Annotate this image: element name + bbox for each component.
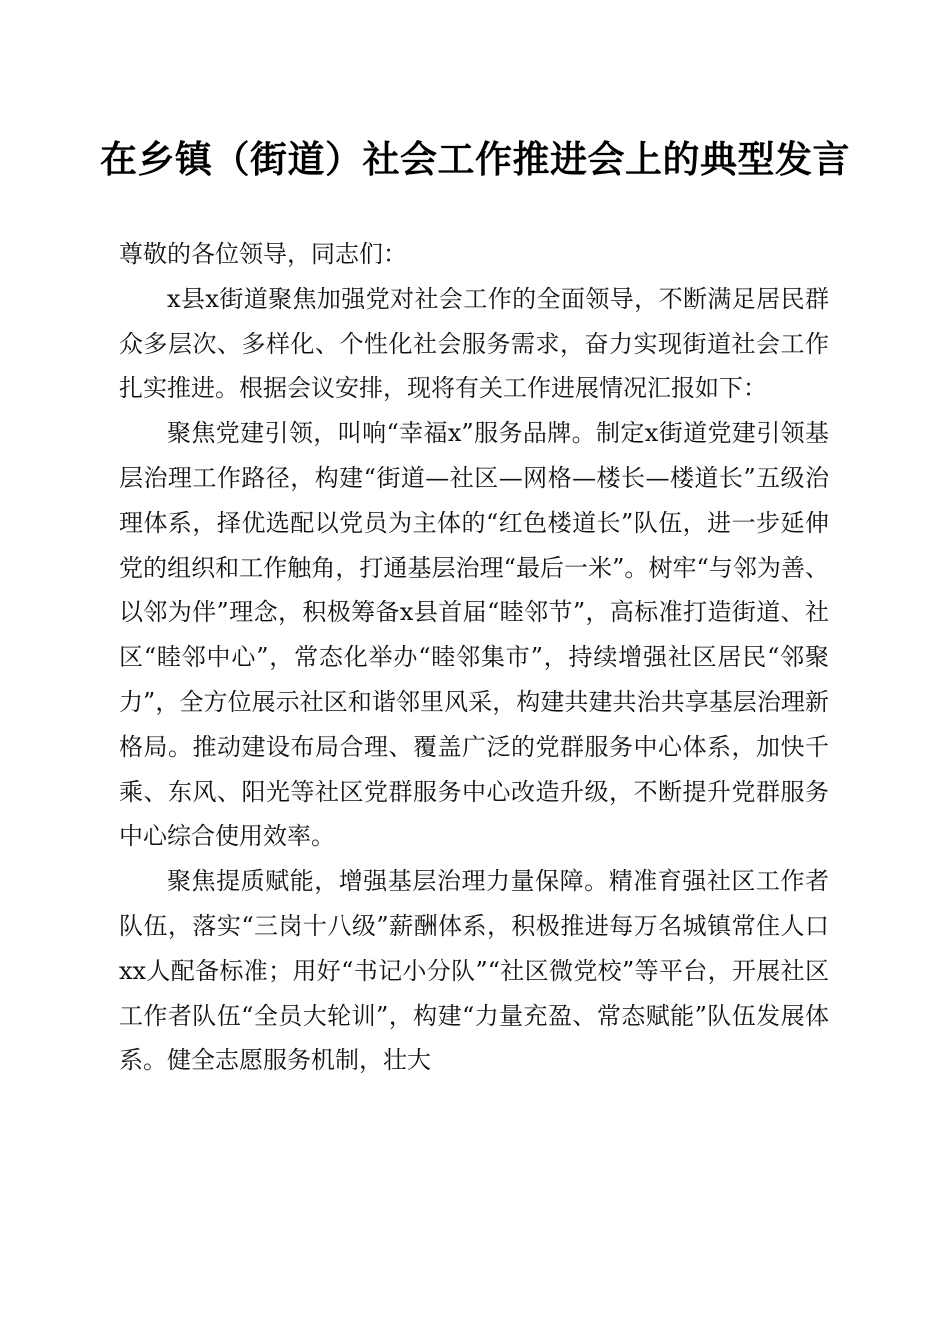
document-body — [119, 232, 829, 1083]
document-title: 在乡镇（街道）社会工作推进会上的典型发言 — [100, 137, 850, 181]
paragraph-empowerment: 聚焦提质赋能，增强基层治理力量保障。精准育强社区工作者队伍，落实“三岗十八级”薪酬体系，积极推进每万名城镇常住人口xx人配备标准；用好“书记小分队”“社区微党校”等平台，开展社区工作者队伍“全员大轮训”，构建“力量充盈、常态赋能”队伍发展体系。健全志愿服务机制，壮大 — [119, 867, 829, 1075]
salutation: 尊敬的各位领导，同志们： — [119, 240, 407, 268]
paragraph-intro: x县x街道聚焦加强党对社会工作的全面领导，不断满足居民群众多层次、多样化、个性化社会服务需求，奋力实现街道社会工作扎实推进。根据会议安排，现将有关工作进展情况汇报如下： — [119, 284, 829, 403]
paragraph-party-building: 聚焦党建引领，叫响“幸福x”服务品牌。制定x街道党建引领基层治理工作路径，构建“街道—社区—网格—楼长—楼道长”五级治理体系，择优选配以党员为主体的“红色楼道长”队伍，进一步延伸党的组织和工作触角，打通基层治理“最后一米”。树牢“与邻为善、以邻为伴”理念，积极筹备x县首届“睦邻节”，高标准打造街道、社区“睦邻中心”，常态化举办“睦邻集市”，持续增强社区居民“邻聚力”，全方位展示社区和谐邻里风采，构建共建共治共享基层治理新格局。推动建设布局合理、覆盖广泛的党群服务中心体系，加快千乘、东风、阳光等社区党群服务中心改造升级，不断提升党群服务中心综合使用效率。 — [119, 419, 829, 851]
